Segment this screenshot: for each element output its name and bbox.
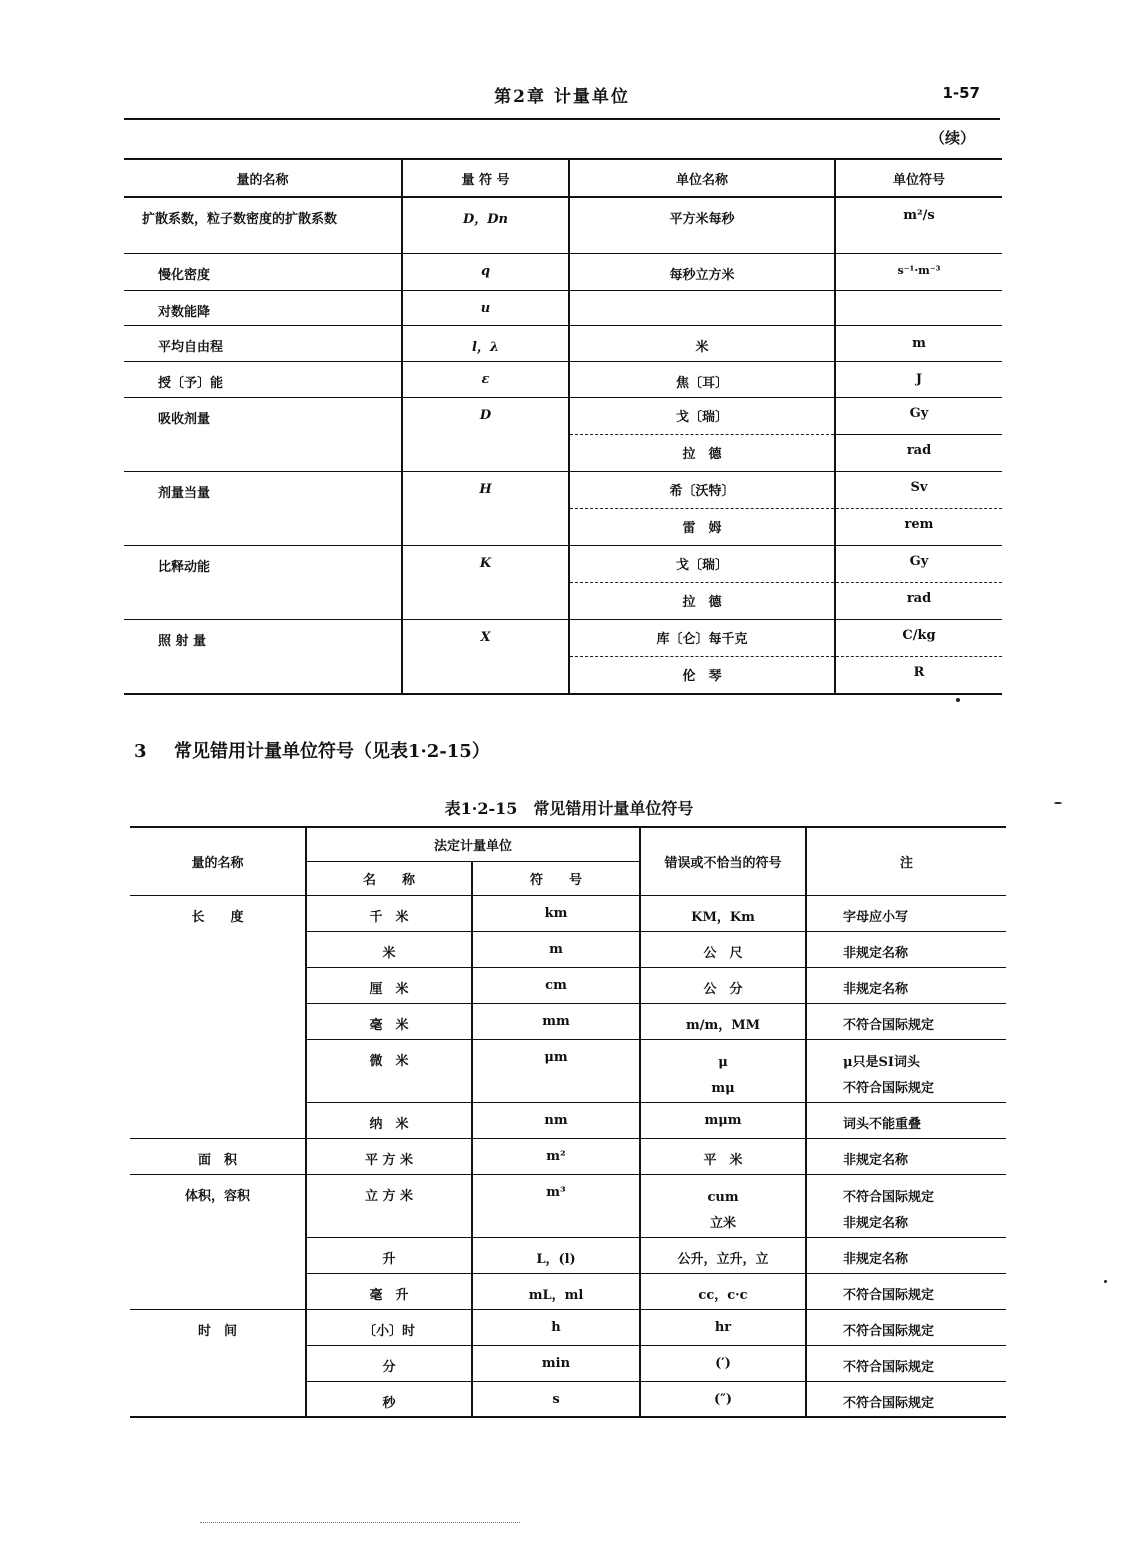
unit-name: 伦 琴 (569, 656, 835, 694)
unit-name: 库〔仑〕每千克 (569, 619, 835, 656)
unit-symbol: R (835, 656, 1002, 694)
wrong-symbol: 公升，立升，立 (640, 1237, 806, 1273)
note: 不符合国际规定 (806, 1273, 1006, 1309)
chapter-title: 第2章 计量单位 (494, 87, 630, 107)
units-table-continued (124, 158, 1002, 695)
wrong-symbol: 平 米 (640, 1138, 806, 1174)
quantity-name: 授〔予〕能 (124, 361, 402, 397)
quantity-name: 对数能降 (124, 290, 402, 325)
unit-symbol: J (835, 361, 1002, 397)
header-unit-name: 名 称 (306, 861, 472, 895)
unit-symbol: s⁻¹·m⁻³ (835, 253, 1002, 290)
quantity-name: 剂量当量 (124, 471, 402, 545)
unit-name: 戈〔瑞〕 (569, 397, 835, 434)
quantity-symbol: K (402, 545, 569, 619)
print-speck (956, 698, 960, 702)
unit-name (569, 290, 835, 325)
unit-symbol: mL，ml (472, 1273, 640, 1309)
misused-unit-symbols-table (130, 826, 1006, 1418)
table-row (130, 1138, 1006, 1174)
table-row (130, 895, 1006, 931)
header-quantity-name: 量的名称 (124, 159, 402, 197)
unit-symbol: h (472, 1309, 640, 1345)
quantity-symbol: D，Dn (402, 197, 569, 253)
wrong-symbol: 立米 (710, 1215, 737, 1231)
note-cell (806, 1174, 1006, 1237)
unit-symbol: Gy (835, 397, 1002, 434)
wrong-symbol: mμm (640, 1102, 806, 1138)
unit-symbol: km (472, 895, 640, 931)
wrong-symbol: μ (718, 1054, 728, 1070)
wrong-symbol: KM，Km (640, 895, 806, 931)
quantity-name: 吸收剂量 (124, 397, 402, 471)
unit-symbol: C/kg (835, 619, 1002, 656)
header-unit-symbol: 单位符号 (835, 159, 1002, 197)
table-row (124, 361, 1002, 397)
wrong-symbol: 公 尺 (640, 931, 806, 967)
unit-name: 微 米 (306, 1039, 472, 1102)
unit-symbol: nm (472, 1102, 640, 1138)
note: 非规定名称 (806, 1237, 1006, 1273)
unit-symbol: μm (472, 1039, 640, 1102)
unit-name: 拉 德 (569, 434, 835, 471)
section-title: 常见错用计量单位符号（见表1·2-15） (174, 741, 490, 762)
unit-symbol: L，(l) (472, 1237, 640, 1273)
table-row (124, 290, 1002, 325)
table-row (124, 619, 1002, 656)
unit-name: 纳 米 (306, 1102, 472, 1138)
unit-symbol: m (835, 325, 1002, 361)
note: 非规定名称 (806, 931, 1006, 967)
wrong-symbol: (′) (640, 1345, 806, 1381)
unit-name: 秒 (306, 1381, 472, 1417)
table-row (130, 1174, 1006, 1237)
wrong-symbol-cell (640, 1174, 806, 1237)
header-unit-symbol: 符 号 (472, 861, 640, 895)
header-quantity-symbol: 量 符 号 (402, 159, 569, 197)
unit-name: 毫 米 (306, 1003, 472, 1039)
header-note (806, 827, 1006, 895)
note: 词头不能重叠 (806, 1102, 1006, 1138)
quantity-symbol: D (402, 397, 569, 471)
quantity-symbol: X (402, 619, 569, 694)
quantity-name: 比释动能 (124, 545, 402, 619)
quantity-name: 面 积 (130, 1138, 306, 1174)
unit-name: 每秒立方米 (569, 253, 835, 290)
wrong-symbol: (″) (640, 1381, 806, 1417)
unit-name: 雷 姆 (569, 508, 835, 545)
unit-symbol: cm (472, 967, 640, 1003)
quantity-symbol: H (402, 471, 569, 545)
unit-symbol: Sv (835, 471, 1002, 508)
header-wrong-symbol: 错误或不恰当的符号 (640, 827, 806, 895)
note: 不符合国际规定 (806, 1003, 1006, 1039)
wrong-symbol: cc，c·c (640, 1273, 806, 1309)
note-cell (806, 1039, 1006, 1102)
table-row (124, 545, 1002, 582)
table-row (124, 197, 1002, 253)
wrong-symbol: 公 分 (640, 967, 806, 1003)
unit-name: 焦〔耳〕 (569, 361, 835, 397)
quantity-symbol: q (402, 253, 569, 290)
note: 字母应小写 (806, 895, 1006, 931)
table-header-row (130, 827, 1006, 861)
note: 非规定名称 (843, 1215, 909, 1231)
quantity-name: 长 度 (130, 895, 306, 1138)
note: 非规定名称 (806, 1138, 1006, 1174)
unit-symbol: rad (835, 582, 1002, 619)
wrong-symbol: hr (640, 1309, 806, 1345)
page-number: 1-57 (942, 84, 980, 102)
print-speck (1104, 1280, 1107, 1283)
print-speck (1054, 802, 1062, 804)
header-legal-unit: 法定计量单位 (306, 827, 640, 861)
table-row (124, 253, 1002, 290)
quantity-symbol: l，λ (402, 325, 569, 361)
note: 不符合国际规定 (843, 1080, 935, 1096)
note: 不符合国际规定 (806, 1345, 1006, 1381)
unit-name: 拉 德 (569, 582, 835, 619)
wrong-symbol: m/m，MM (640, 1003, 806, 1039)
wrong-symbol-cell (640, 1039, 806, 1102)
table-row (124, 325, 1002, 361)
unit-symbol (835, 290, 1002, 325)
unit-symbol: min (472, 1345, 640, 1381)
table-header-row (124, 159, 1002, 197)
continued-label: （续） (930, 129, 976, 147)
unit-name: 戈〔瑞〕 (569, 545, 835, 582)
quantity-name: 照 射 量 (124, 619, 402, 694)
bottom-scan-line (200, 1522, 520, 1523)
header-quantity-name: 量的名称 (130, 827, 306, 895)
page-header (124, 78, 1000, 120)
quantity-symbol: u (402, 290, 569, 325)
unit-symbol: rem (835, 508, 1002, 545)
note: μ只是SI词头 (843, 1054, 921, 1070)
wrong-symbol: mμ (711, 1080, 735, 1096)
header-note-label: 注 (900, 855, 914, 871)
header-unit-name: 单位名称 (569, 159, 835, 197)
quantity-name: 慢化密度 (124, 253, 402, 290)
quantity-name: 平均自由程 (124, 325, 402, 361)
unit-name: 升 (306, 1237, 472, 1273)
table-row (130, 1309, 1006, 1345)
unit-symbol: mm (472, 1003, 640, 1039)
unit-symbol: s (472, 1381, 640, 1417)
unit-name: 分 (306, 1345, 472, 1381)
unit-name: 平 方 米 (306, 1138, 472, 1174)
section-number: 3 (134, 741, 147, 762)
unit-name: 厘 米 (306, 967, 472, 1003)
note: 不符合国际规定 (843, 1189, 935, 1205)
unit-name: 千 米 (306, 895, 472, 931)
table-row (124, 471, 1002, 508)
unit-name: 〔小〕时 (306, 1309, 472, 1345)
note: 非规定名称 (806, 967, 1006, 1003)
note: 不符合国际规定 (806, 1381, 1006, 1417)
unit-symbol: Gy (835, 545, 1002, 582)
unit-symbol: m³ (472, 1174, 640, 1237)
quantity-symbol: ε (402, 361, 569, 397)
unit-symbol: rad (835, 434, 1002, 471)
unit-symbol: m²/s (835, 197, 1002, 253)
table-row (124, 397, 1002, 434)
unit-name: 立 方 米 (306, 1174, 472, 1237)
unit-symbol: m (472, 931, 640, 967)
section-heading (134, 737, 490, 763)
unit-name: 毫 升 (306, 1273, 472, 1309)
quantity-name: 扩散系数，粒子数密度的扩散系数 (124, 197, 402, 253)
quantity-name: 时 间 (197, 1323, 237, 1339)
table-caption: 表1·2-15 常见错用计量单位符号 (444, 799, 694, 818)
unit-name: 米 (306, 931, 472, 967)
unit-symbol: m² (472, 1138, 640, 1174)
unit-name: 平方米每秒 (569, 197, 835, 253)
quantity-name: 体积，容积 (130, 1174, 306, 1309)
unit-name: 希〔沃特〕 (569, 471, 835, 508)
unit-name: 米 (569, 325, 835, 361)
wrong-symbol: cum (707, 1189, 739, 1205)
note: 不符合国际规定 (806, 1309, 1006, 1345)
